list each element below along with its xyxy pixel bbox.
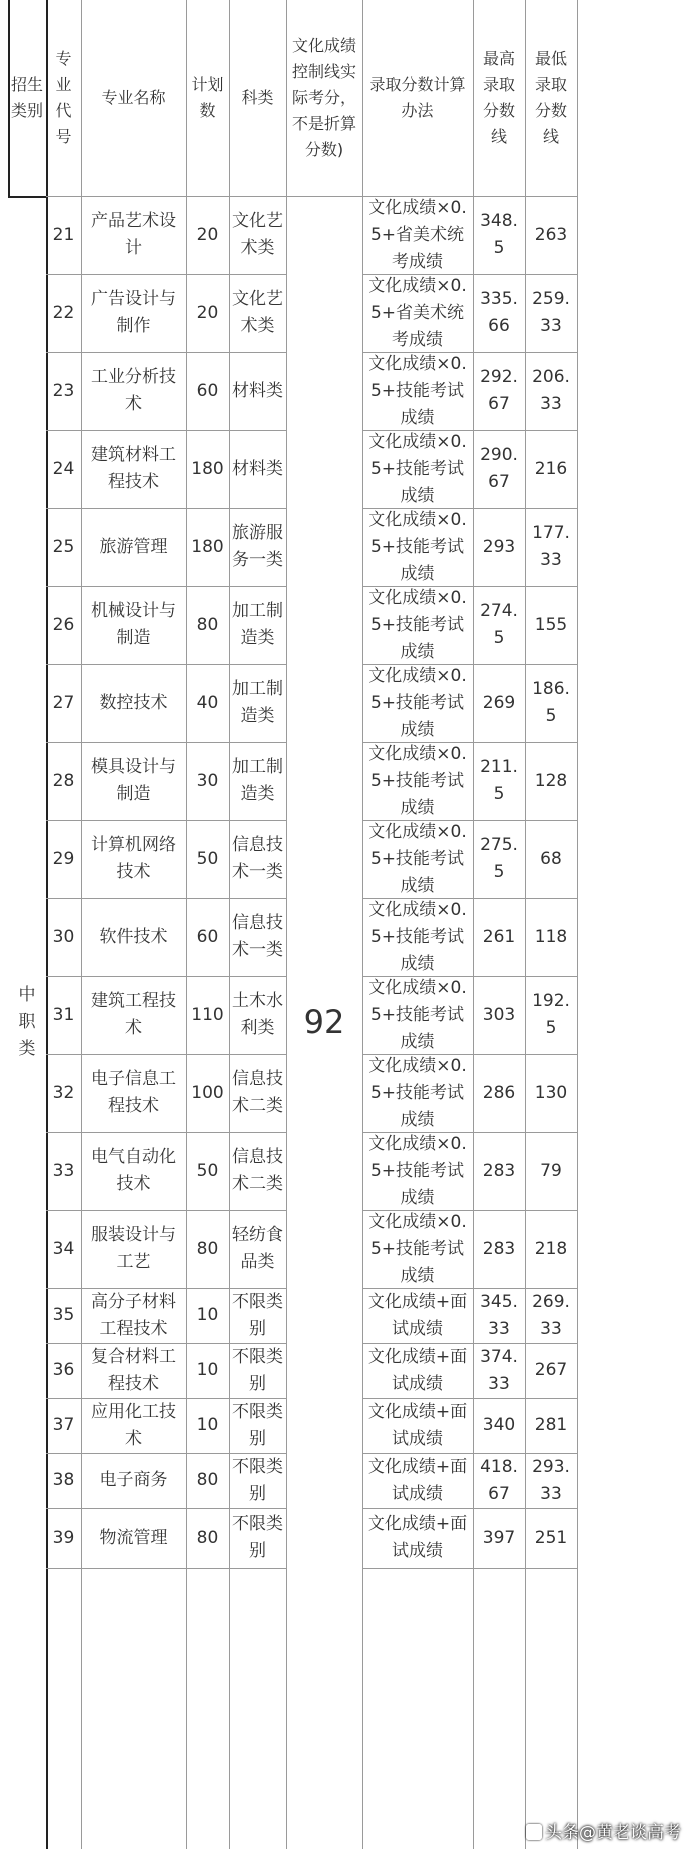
grid-line bbox=[46, 352, 286, 353]
grid-line bbox=[362, 430, 577, 431]
min-score-cell: 118 bbox=[534, 926, 568, 947]
method-cell: 文化成绩×0.5+技能考试成绩 bbox=[368, 509, 467, 584]
min-score-cell: 130 bbox=[534, 1082, 568, 1103]
grid-line bbox=[362, 586, 577, 587]
code-cell: 24 bbox=[52, 458, 75, 479]
code-cell: 35 bbox=[52, 1305, 75, 1325]
subject-cell: 轻纺食品类 bbox=[232, 1225, 283, 1272]
min-score-cell: 177.33 bbox=[532, 523, 570, 570]
method-cell: 文化成绩×0.5+省美术统考成绩 bbox=[368, 275, 467, 350]
plan-cell: 100 bbox=[191, 1082, 224, 1103]
code-cell: 27 bbox=[52, 692, 75, 713]
category-cell: 中职类 bbox=[18, 985, 36, 1059]
method-cell: 文化成绩×0.5+技能考试成绩 bbox=[368, 1133, 467, 1208]
grid-line bbox=[362, 1210, 577, 1211]
watermark-logo-icon bbox=[526, 1824, 542, 1840]
code-cell: 21 bbox=[52, 224, 75, 245]
name-cell: 模具设计与制造 bbox=[91, 757, 176, 804]
code-cell: 31 bbox=[52, 1004, 75, 1025]
max-score-cell: 286 bbox=[482, 1082, 516, 1103]
method-cell: 文化成绩×0.5+技能考试成绩 bbox=[368, 977, 467, 1052]
method-cell: 文化成绩+面试成绩 bbox=[367, 1514, 468, 1561]
name-cell: 工业分析技术 bbox=[91, 367, 176, 414]
code-cell: 26 bbox=[52, 614, 75, 635]
grid-line bbox=[287, 196, 362, 197]
grid-line bbox=[362, 1398, 577, 1399]
plan-cell: 80 bbox=[196, 1470, 219, 1490]
grid-line bbox=[46, 1568, 286, 1569]
name-cell: 计算机网络技术 bbox=[91, 835, 176, 882]
code-cell: 28 bbox=[52, 770, 75, 791]
name-cell: 广告设计与制作 bbox=[91, 289, 176, 336]
grid-line bbox=[362, 1343, 577, 1344]
max-score-cell: 269 bbox=[482, 692, 516, 713]
plan-cell: 40 bbox=[196, 692, 219, 713]
subject-cell: 土木水利类 bbox=[232, 991, 283, 1038]
grid-line bbox=[46, 274, 286, 275]
method-cell: 文化成绩×0.5+技能考试成绩 bbox=[368, 1211, 467, 1286]
plan-cell: 10 bbox=[196, 1360, 219, 1380]
max-score-cell: 340 bbox=[482, 1415, 516, 1435]
method-cell: 文化成绩+面试成绩 bbox=[367, 1346, 468, 1394]
min-score-cell: 263 bbox=[534, 224, 568, 245]
name-cell: 建筑材料工程技术 bbox=[91, 445, 176, 492]
max-score-cell: 274.5 bbox=[480, 601, 518, 648]
max-score-cell: 261 bbox=[482, 926, 516, 947]
grid-line bbox=[46, 1288, 286, 1289]
max-score-cell: 290.67 bbox=[480, 445, 518, 492]
code-cell: 30 bbox=[52, 926, 75, 947]
method-cell: 文化成绩×0.5+技能考试成绩 bbox=[368, 587, 467, 662]
min-score-cell: 79 bbox=[540, 1160, 562, 1181]
grid-line bbox=[362, 274, 577, 275]
grid-line bbox=[46, 664, 286, 665]
header-subject: 科类 bbox=[241, 88, 274, 107]
grid-line bbox=[362, 820, 577, 821]
name-cell: 电气自动化技术 bbox=[91, 1147, 176, 1194]
grid-line bbox=[46, 1343, 286, 1344]
name-cell: 产品艺术设计 bbox=[91, 211, 176, 258]
method-cell: 文化成绩×0.5+技能考试成绩 bbox=[368, 1055, 467, 1130]
grid-line bbox=[362, 976, 577, 977]
subject-cell: 信息技术二类 bbox=[232, 1147, 283, 1194]
min-score-cell: 267 bbox=[534, 1360, 568, 1380]
grid-line bbox=[362, 664, 577, 665]
min-score-cell: 259.33 bbox=[532, 289, 570, 336]
code-cell: 33 bbox=[52, 1160, 75, 1181]
grid-line bbox=[46, 742, 286, 743]
max-score-cell: 283 bbox=[482, 1160, 516, 1181]
code-cell: 38 bbox=[52, 1470, 75, 1490]
max-score-cell: 397 bbox=[482, 1527, 516, 1548]
method-cell: 文化成绩+面试成绩 bbox=[367, 1401, 468, 1449]
grid-line bbox=[186, 0, 187, 1849]
grid-line bbox=[46, 1508, 286, 1509]
name-cell: 服装设计与工艺 bbox=[91, 1225, 176, 1272]
grid-line bbox=[362, 742, 577, 743]
method-cell: 文化成绩×0.5+省美术统考成绩 bbox=[368, 197, 467, 272]
plan-cell: 30 bbox=[196, 770, 219, 791]
subject-cell: 材料类 bbox=[232, 380, 283, 401]
min-score-cell: 251 bbox=[534, 1527, 568, 1548]
name-cell: 复合材料工程技术 bbox=[91, 1346, 176, 1394]
method-cell: 文化成绩×0.5+技能考试成绩 bbox=[368, 431, 467, 506]
grid-line bbox=[46, 430, 286, 431]
max-score-cell: 418.67 bbox=[480, 1456, 518, 1504]
name-cell: 旅游管理 bbox=[99, 536, 168, 557]
header-min-score: 最低录取分数线 bbox=[534, 49, 567, 146]
plan-cell: 50 bbox=[196, 1160, 219, 1181]
method-cell: 文化成绩×0.5+技能考试成绩 bbox=[368, 353, 467, 428]
min-score-cell: 206.33 bbox=[532, 367, 570, 414]
grid-line bbox=[362, 1508, 577, 1509]
grid-line bbox=[362, 1288, 577, 1289]
code-cell: 25 bbox=[52, 536, 75, 557]
code-cell: 34 bbox=[52, 1238, 75, 1259]
subject-cell: 信息技术一类 bbox=[232, 835, 283, 882]
min-score-cell: 281 bbox=[534, 1415, 568, 1435]
min-score-cell: 269.33 bbox=[532, 1291, 570, 1339]
grid-line bbox=[229, 0, 230, 1849]
header-max-score: 最高录取分数线 bbox=[482, 49, 515, 146]
subject-cell: 文化艺术类 bbox=[232, 289, 283, 336]
min-score-cell: 128 bbox=[534, 770, 568, 791]
subject-cell: 不限类别 bbox=[232, 1456, 283, 1504]
grid-line bbox=[46, 898, 286, 899]
code-cell: 22 bbox=[52, 302, 75, 323]
grid-line bbox=[46, 508, 286, 509]
plan-cell: 20 bbox=[196, 224, 219, 245]
header-plan: 计划数 bbox=[191, 75, 224, 120]
plan-cell: 80 bbox=[196, 614, 219, 635]
min-score-cell: 192.5 bbox=[532, 991, 570, 1038]
grid-line bbox=[46, 1398, 286, 1399]
method-cell: 文化成绩×0.5+技能考试成绩 bbox=[368, 899, 467, 974]
grid-line bbox=[577, 0, 578, 1849]
max-score-cell: 292.67 bbox=[480, 367, 518, 414]
plan-cell: 60 bbox=[196, 926, 219, 947]
subject-cell: 不限类别 bbox=[232, 1401, 283, 1449]
min-score-cell: 218 bbox=[534, 1238, 568, 1259]
plan-cell: 180 bbox=[191, 458, 224, 479]
name-cell: 物流管理 bbox=[99, 1527, 168, 1548]
grid-line bbox=[362, 0, 363, 1849]
plan-cell: 80 bbox=[196, 1238, 219, 1259]
plan-cell: 110 bbox=[191, 1004, 224, 1025]
max-score-cell: 293 bbox=[482, 536, 516, 557]
grid-line bbox=[46, 1210, 286, 1211]
plan-cell: 50 bbox=[196, 848, 219, 869]
max-score-cell: 348.5 bbox=[480, 211, 518, 258]
grid-line bbox=[362, 508, 577, 509]
name-cell: 建筑工程技术 bbox=[91, 991, 176, 1038]
grid-line bbox=[8, 0, 10, 196]
grid-line bbox=[46, 0, 48, 1849]
name-cell: 软件技术 bbox=[99, 926, 168, 947]
grid-line bbox=[362, 1054, 577, 1055]
name-cell: 应用化工技术 bbox=[91, 1401, 176, 1449]
grid-line bbox=[46, 1054, 286, 1055]
code-cell: 36 bbox=[52, 1360, 75, 1380]
min-score-cell: 155 bbox=[534, 614, 568, 635]
max-score-cell: 283 bbox=[482, 1238, 516, 1259]
method-cell: 文化成绩+面试成绩 bbox=[367, 1456, 468, 1504]
grid-line bbox=[46, 1132, 286, 1133]
subject-cell: 不限类别 bbox=[232, 1514, 283, 1561]
watermark-label: 头条@黄老谈高考 bbox=[545, 1823, 681, 1843]
subject-cell: 不限类别 bbox=[232, 1291, 283, 1339]
grid-line bbox=[46, 1453, 286, 1454]
grid-line bbox=[81, 0, 82, 1849]
subject-cell: 材料类 bbox=[232, 458, 283, 479]
watermark-text bbox=[526, 1818, 681, 1843]
code-cell: 39 bbox=[52, 1527, 75, 1548]
grid-line bbox=[46, 820, 286, 821]
subject-cell: 不限类别 bbox=[232, 1346, 283, 1394]
grid-line bbox=[362, 1453, 577, 1454]
header-control-line: 文化成绩控制线实际考分，不是折算分数) bbox=[291, 36, 356, 159]
subject-cell: 文化艺术类 bbox=[232, 211, 283, 258]
subject-cell: 加工制造类 bbox=[232, 679, 283, 726]
grid-line bbox=[46, 586, 286, 587]
method-cell: 文化成绩×0.5+技能考试成绩 bbox=[368, 743, 467, 818]
plan-cell: 60 bbox=[196, 380, 219, 401]
grid-line bbox=[362, 1568, 577, 1569]
plan-cell: 20 bbox=[196, 302, 219, 323]
method-cell: 文化成绩×0.5+技能考试成绩 bbox=[368, 821, 467, 896]
control-line-value: 92 bbox=[303, 1003, 345, 1041]
plan-cell: 10 bbox=[196, 1415, 219, 1435]
plan-cell: 180 bbox=[191, 536, 224, 557]
subject-cell: 加工制造类 bbox=[232, 601, 283, 648]
grid-line bbox=[473, 0, 474, 1849]
subject-cell: 信息技术一类 bbox=[232, 913, 283, 960]
code-cell: 23 bbox=[52, 380, 75, 401]
subject-cell: 加工制造类 bbox=[232, 757, 283, 804]
name-cell: 电子商务 bbox=[99, 1470, 168, 1490]
code-cell: 29 bbox=[52, 848, 75, 869]
grid-line bbox=[46, 976, 286, 977]
grid-line bbox=[362, 352, 577, 353]
code-cell: 37 bbox=[52, 1415, 75, 1435]
grid-line bbox=[525, 0, 526, 1849]
max-score-cell: 275.5 bbox=[480, 835, 518, 882]
name-cell: 电子信息工程技术 bbox=[91, 1069, 176, 1116]
grid-line bbox=[362, 898, 577, 899]
code-cell: 32 bbox=[52, 1082, 75, 1103]
method-cell: 文化成绩×0.5+技能考试成绩 bbox=[368, 665, 467, 740]
max-score-cell: 345.33 bbox=[480, 1291, 518, 1339]
max-score-cell: 374.33 bbox=[480, 1346, 518, 1394]
header-name: 专业名称 bbox=[101, 88, 166, 107]
method-cell: 文化成绩+面试成绩 bbox=[367, 1291, 468, 1339]
min-score-cell: 186.5 bbox=[532, 679, 570, 726]
subject-cell: 旅游服务一类 bbox=[232, 523, 283, 570]
grid-line bbox=[286, 0, 287, 1849]
subject-cell: 信息技术二类 bbox=[232, 1069, 283, 1116]
grid-line bbox=[8, 196, 46, 198]
max-score-cell: 303 bbox=[482, 1004, 516, 1025]
name-cell: 机械设计与制造 bbox=[91, 601, 176, 648]
max-score-cell: 335.66 bbox=[480, 289, 518, 336]
header-method: 录取分数计算办法 bbox=[369, 75, 466, 120]
header-code: 专业代号 bbox=[55, 49, 72, 146]
name-cell: 数控技术 bbox=[99, 692, 168, 713]
min-score-cell: 216 bbox=[534, 458, 568, 479]
min-score-cell: 68 bbox=[540, 848, 562, 869]
max-score-cell: 211.5 bbox=[480, 757, 518, 804]
header-category: 招生类别 bbox=[11, 75, 43, 120]
min-score-cell: 293.33 bbox=[532, 1456, 570, 1504]
name-cell: 高分子材料工程技术 bbox=[91, 1291, 176, 1339]
plan-cell: 10 bbox=[196, 1305, 219, 1325]
plan-cell: 80 bbox=[196, 1527, 219, 1548]
grid-line bbox=[362, 1132, 577, 1133]
